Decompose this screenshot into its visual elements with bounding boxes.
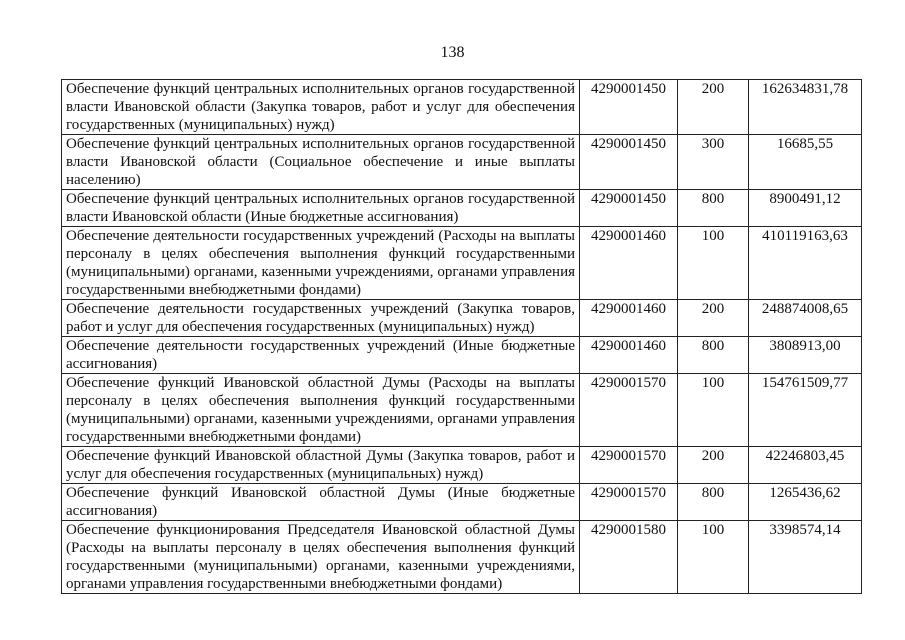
row-expense-type: 800: [678, 337, 749, 374]
row-amount: 248874008,65: [749, 300, 862, 337]
row-expense-type: 200: [678, 447, 749, 484]
row-description: Обеспечение функций центральных исполнительных органов государственной власти Ивановской области (Закупка товаров, работ и услуг для обеспечения государственных (муниципальных) нужд): [62, 80, 580, 135]
row-description: Обеспечение функций центральных исполнительных органов государственной власти Ивановской области (Социальное обеспечение и иные выплаты населению): [62, 135, 580, 190]
row-target-code: 4290001450: [580, 80, 678, 135]
row-target-code: 4290001450: [580, 190, 678, 227]
row-expense-type: 100: [678, 374, 749, 447]
row-amount: 162634831,78: [749, 80, 862, 135]
row-description: Обеспечение функционирования Председателя Ивановской областной Думы (Расходы на выплаты персоналу в целях обеспечения выполнения функций государственными (муниципальными) органами, казенными учреждениями, органами управления государственными внебюджетными фондами): [62, 521, 580, 594]
row-description: Обеспечение деятельности государственных учреждений (Закупка товаров, работ и услуг для обеспечения государственных (муниципальных) нужд): [62, 300, 580, 337]
row-description: Обеспечение функций центральных исполнительных органов государственной власти Ивановской области (Иные бюджетные ассигнования): [62, 190, 580, 227]
table-row: [62, 521, 862, 594]
row-description: Обеспечение деятельности государственных учреждений (Иные бюджетные ассигнования): [62, 337, 580, 374]
row-amount: 3808913,00: [749, 337, 862, 374]
row-amount: 410119163,63: [749, 227, 862, 300]
row-amount: 1265436,62: [749, 484, 862, 521]
row-target-code: 4290001460: [580, 300, 678, 337]
row-description: Обеспечение функций Ивановской областной Думы (Иные бюджетные ассигнования): [62, 484, 580, 521]
table-row: [62, 337, 862, 374]
row-target-code: 4290001570: [580, 447, 678, 484]
table-row: [62, 135, 862, 190]
table-row: [62, 80, 862, 135]
row-expense-type: 200: [678, 80, 749, 135]
row-target-code: 4290001450: [580, 135, 678, 190]
row-expense-type: 100: [678, 227, 749, 300]
row-expense-type: 100: [678, 521, 749, 594]
table-row: [62, 374, 862, 447]
row-expense-type: 800: [678, 190, 749, 227]
table-row: [62, 300, 862, 337]
budget-table-body: [62, 80, 862, 594]
row-description: Обеспечение функций Ивановской областной Думы (Закупка товаров, работ и услуг для обеспечения государственных (муниципальных) нужд): [62, 447, 580, 484]
row-amount: 8900491,12: [749, 190, 862, 227]
row-target-code: 4290001460: [580, 337, 678, 374]
row-amount: 154761509,77: [749, 374, 862, 447]
row-description: Обеспечение деятельности государственных учреждений (Расходы на выплаты персоналу в целях обеспечения выполнения функций государственными (муниципальными) органами, казенными учреждениями, органами управления государственными внебюджетными фондами): [62, 227, 580, 300]
budget-table: [61, 79, 862, 594]
row-target-code: 4290001570: [580, 374, 678, 447]
table-row: [62, 484, 862, 521]
row-target-code: 4290001570: [580, 484, 678, 521]
row-expense-type: 300: [678, 135, 749, 190]
row-amount: 42246803,45: [749, 447, 862, 484]
row-amount: 3398574,14: [749, 521, 862, 594]
page-number: 138: [440, 44, 465, 61]
row-amount: 16685,55: [749, 135, 862, 190]
table-row: [62, 190, 862, 227]
table-row: [62, 227, 862, 300]
row-expense-type: 200: [678, 300, 749, 337]
row-target-code: 4290001580: [580, 521, 678, 594]
row-target-code: 4290001460: [580, 227, 678, 300]
table-row: [62, 447, 862, 484]
row-description: Обеспечение функций Ивановской областной Думы (Расходы на выплаты персоналу в целях обеспечения выполнения функций государственными (муниципальными) органами, казенными учреждениями, органами управления государственными внебюджетными фондами): [62, 374, 580, 447]
row-expense-type: 800: [678, 484, 749, 521]
